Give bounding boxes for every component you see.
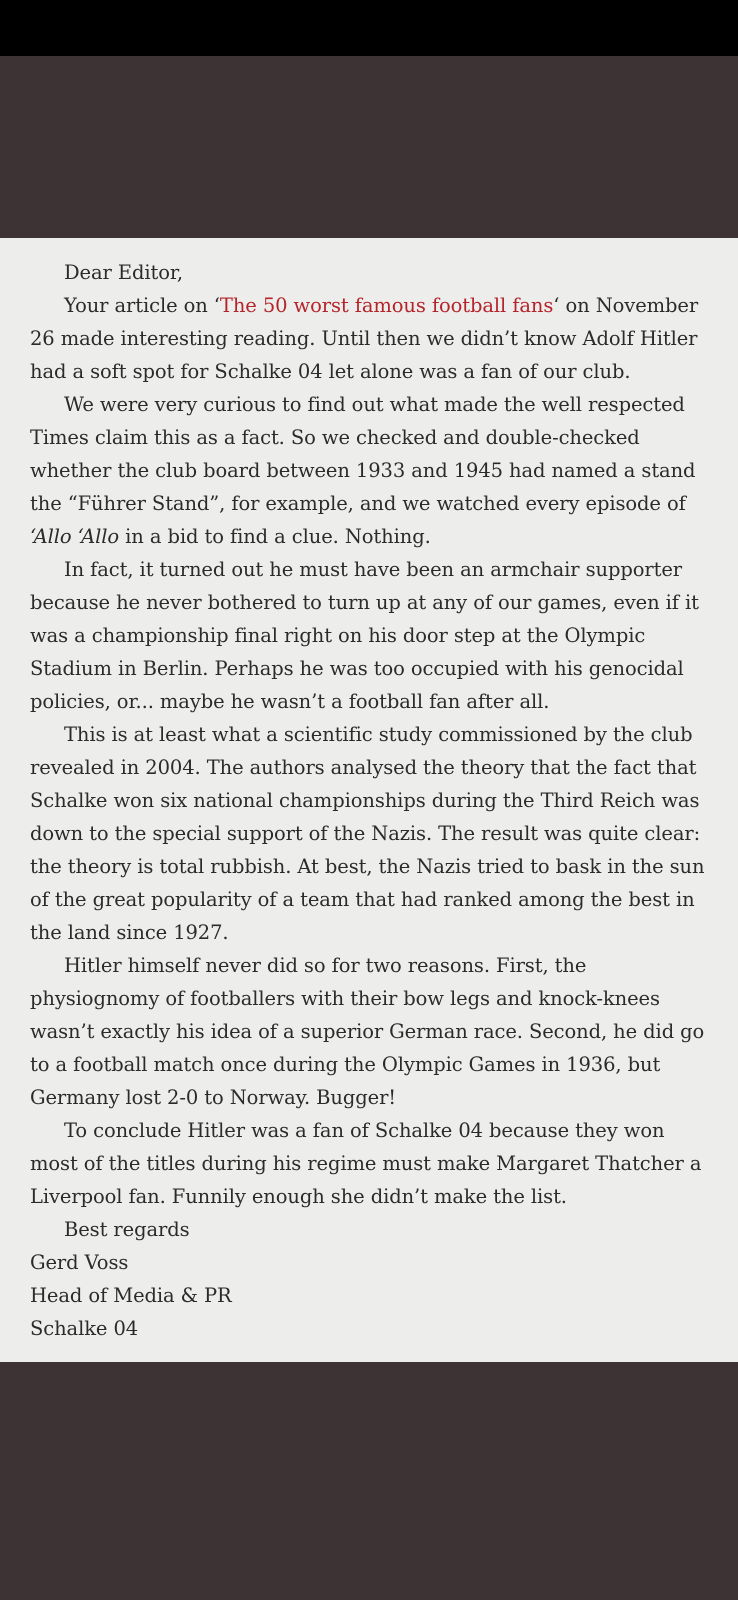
signature-name: Gerd Voss <box>30 1251 129 1274</box>
letter-closing: Best regards <box>64 1218 190 1241</box>
p2-text-after: in a bid to find a clue. Nothing. <box>119 525 431 548</box>
letter-panel <box>0 238 738 1362</box>
p2-text-before: We were very curious to find out what made the well respected Times claim this as a fact. So we checked and double-checked whether the club board between 1933 and 1945 had named a stand the “Führer Stand”, for example, and we watched every episode of <box>30 393 696 515</box>
status-bar <box>0 0 738 56</box>
tv-show-title: ‘Allo ‘Allo <box>30 525 120 548</box>
letter-paragraph-4: This is at least what a scientific study commissioned by the club revealed in 2004. The authors analysed the theory that the fact that Schalke won six national championships during the Third Reich was down to the special support of the Nazis. The result was quite clear: the theory is total rubbish. At best, the Nazis tried to bask in the sun of the great popularity of a team that had ranked among the best in the land since 1927. <box>30 723 705 944</box>
p1-text-after: ‘ on November 26 made interesting reading. Until then we didn’t know Adolf Hitler had a soft spot for Schalke 04 let alone was a fan of our club. <box>30 294 699 383</box>
letter-paragraph-6: To conclude Hitler was a fan of Schalke 04 because they won most of the titles during his regime must make Margaret Thatcher a Liverpool fan. Funnily enough she didn’t make the list. <box>30 1119 702 1208</box>
letter-paragraph-3: In fact, it turned out he must have been an armchair supporter because he never bothered to turn up at any of our games, even if it was a championship final right on his door step at the Olympic Stadium in Berlin. Perhaps he was too occupied with his genocidal policies, or... maybe he wasn’t a football fan after all. <box>30 558 699 713</box>
p1-text-before: Your article on ‘ <box>64 294 220 317</box>
letter-paragraph-5: Hitler himself never did so for two reasons. First, the physiognomy of footballers with their bow legs and knock-knees wasn’t exactly his idea of a superior German race. Second, he did go to a football match once during the Olympic Games in 1936, but Germany lost 2-0 to Norway. Bugger! <box>30 954 705 1109</box>
article-title-link[interactable]: The 50 worst famous football fans <box>219 294 554 317</box>
signature-title: Head of Media & PR <box>30 1284 232 1307</box>
letter-paragraph-1 <box>30 289 708 388</box>
letter-paragraph-2 <box>30 388 708 553</box>
letter-salutation: Dear Editor, <box>64 261 184 284</box>
letter-body <box>30 256 708 1345</box>
signature-organization: Schalke 04 <box>30 1317 139 1340</box>
